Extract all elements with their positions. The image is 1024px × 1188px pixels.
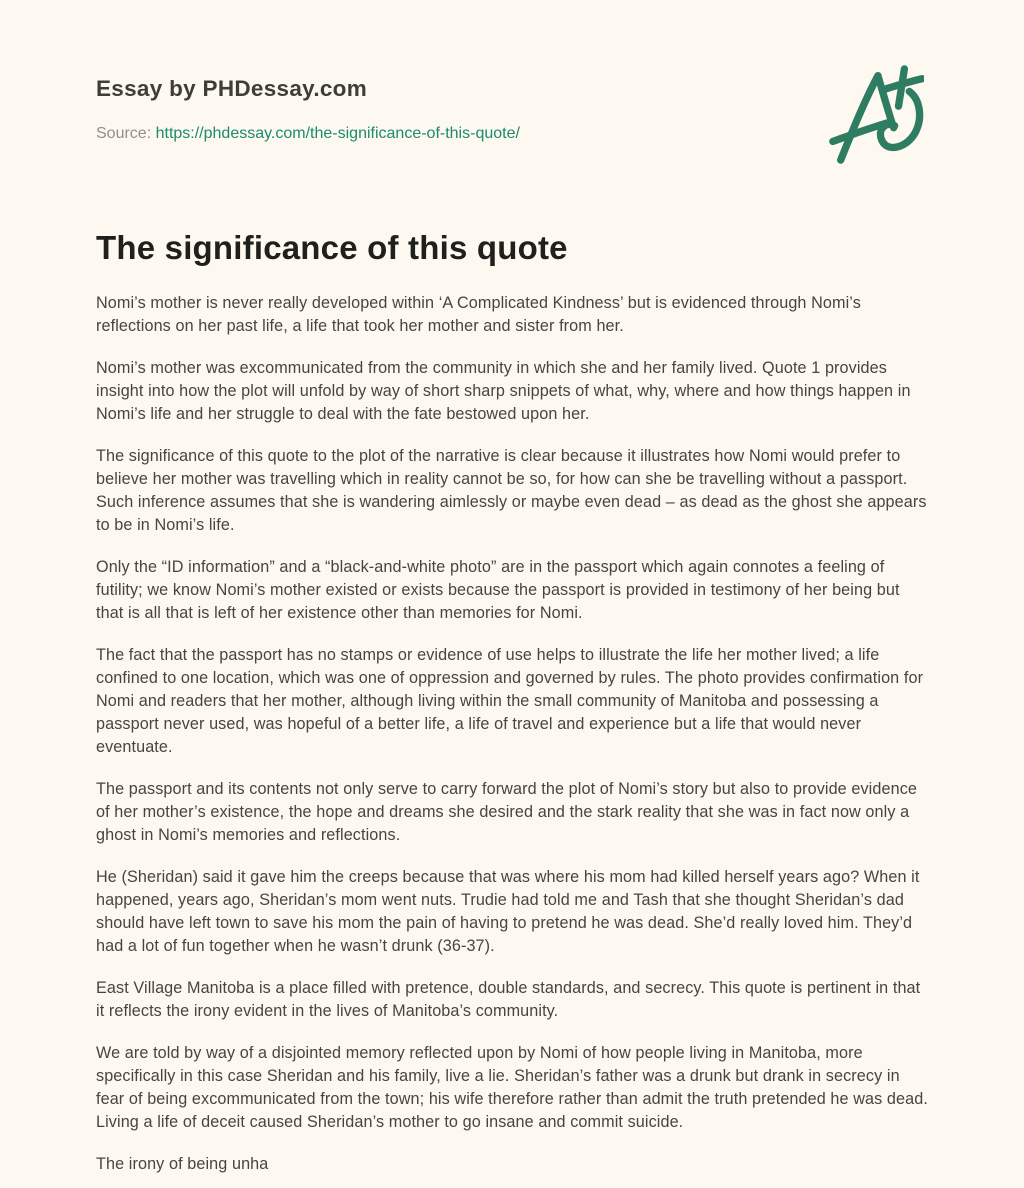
- brand-heading: Essay by PHDessay.com: [96, 76, 368, 101]
- essay-paragraph-truncated: The irony of being unha: [96, 1155, 269, 1173]
- source-line: [96, 124, 928, 144]
- essay-paragraph: Only the “ID information” and a “black-and-white photo” are in the passport which again connotes a feeling of futility; we know Nomi’s mother existed or exists because the passport is provided in testimony of her being but that is all that is left of her existence other than memories for Nomi.: [96, 558, 900, 622]
- phdessay-a-plus-logo-icon: [826, 64, 924, 164]
- source-link[interactable]: https://phdessay.com/the-significance-of-this-quote/: [155, 125, 520, 142]
- page-title: The significance of this quote: [96, 229, 568, 266]
- essay-paragraph: The significance of this quote to the plot of the narrative is clear because it illustrates how Nomi would prefer to believe her mother was travelling which in reality cannot be so, for how can she be travelling without a passport. Such inference assumes that she is wandering aimlessly or maybe even dead – as dead as the ghost she appears to be in Nomi’s life.: [96, 447, 927, 534]
- essay-paragraph: East Village Manitoba is a place filled with pretence, double standards, and secrecy. This quote is pertinent in that it reflects the irony evident in the lives of Manitoba’s community.: [96, 979, 921, 1020]
- essay-paragraph: He (Sheridan) said it gave him the creeps because that was where his mom had killed herself years ago? When it happened, years ago, Sheridan’s mom went nuts. Trudie had told me and Tash that she thought Sheridan’s dad should have left town to save his mom the pain of having to pretend he was dead. She’d really loved him. They’d had a lot of fun together when he wasn’t drunk (36-37).: [96, 868, 920, 955]
- essay-paragraph: We are told by way of a disjointed memory reflected upon by Nomi of how people living in Manitoba, more specifically in this case Sheridan and his family, live a lie. Sheridan’s father was a drunk but drank in secrecy in fear of being excommunicated from the town; his wife therefore rather than admit the truth pretended he was dead. Living a life of deceit caused Sheridan’s mother to go insane and commit suicide.: [96, 1044, 928, 1131]
- source-label: Source:: [96, 125, 152, 142]
- essay-body: [96, 292, 928, 1176]
- essay-paragraph: Nomi’s mother is never really developed within ‘A Complicated Kindness’ but is evidenced through Nomi’s reflections on her past life, a life that took her mother and sister from her.: [96, 294, 861, 335]
- essay-paragraph: The fact that the passport has no stamps or evidence of use helps to illustrate the life her mother lived; a life confined to one location, which was one of oppression and governed by rules. The photo provides confirmation for Nomi and readers that her mother, although living within the small community of Manitoba and possessing a passport never used, was hopeful of a better life, a life of travel and experience but a life that would never eventuate.: [96, 646, 924, 756]
- essay-paragraph: Nomi’s mother was excommunicated from the community in which she and her family lived. Quote 1 provides insight into how the plot will unfold by way of short sharp snippets of what, why, where and how things happen in Nomi’s life and her struggle to deal with the fate bestowed upon her.: [96, 359, 911, 423]
- essay-paragraph: The passport and its contents not only serve to carry forward the plot of Nomi’s story but also to provide evidence of her mother’s existence, the hope and dreams she desired and the stark reality that she was in fact now only a ghost in Nomi’s memories and reflections.: [96, 780, 917, 844]
